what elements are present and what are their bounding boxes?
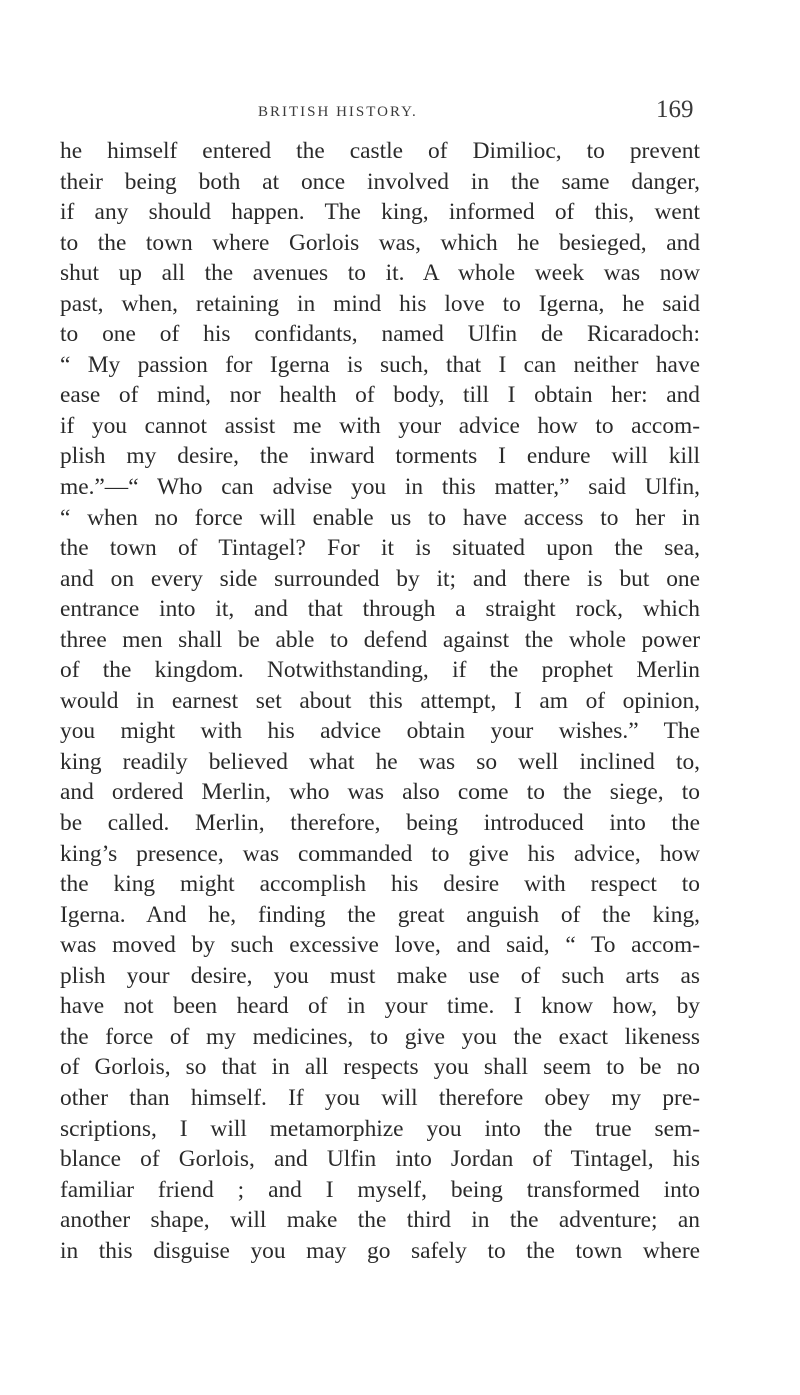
- text-line: “ My passion for Igerna is such, that I can neither have: [60, 351, 700, 378]
- text-line: the force of my medicines, to give you the exact likeness: [60, 1023, 700, 1050]
- text-line: king readily believed what he was so well inclined to,: [60, 748, 700, 775]
- text-line: have not been heard of in your time. I know how, by: [60, 993, 700, 1020]
- text-line: “ when no force will enable us to have access to her in: [60, 504, 700, 531]
- text-line: entrance into it, and that through a straight rock, which: [60, 596, 700, 623]
- running-head: BRITISH HISTORY.: [258, 104, 418, 120]
- text-line: you might with his advice obtain your wishes.” The: [60, 718, 700, 745]
- text-line: the king might accomplish his desire with respect to: [60, 871, 700, 898]
- text-line: and on every side surrounded by it; and there is but one: [60, 565, 700, 592]
- text-line: he himself entered the castle of Dimilioc, to prevent: [60, 138, 700, 164]
- text-line: king’s presence, was commanded to give his advice, how: [60, 840, 700, 867]
- text-line: and ordered Merlin, who was also come to the siege, to: [60, 779, 700, 806]
- text-line: blance of Gorlois, and Ulfin into Jordan of Tintagel, his: [60, 1146, 700, 1173]
- text-line: was moved by such excessive love, and said, “ To accom-: [60, 932, 700, 959]
- text-line: of the kingdom. Notwithstanding, if the prophet Merlin: [60, 657, 700, 684]
- text-line: past, when, retaining in mind his love to Igerna, he said: [60, 290, 700, 317]
- body-text: [60, 136, 700, 1266]
- text-line: to the town where Gorlois was, which he besieged, and: [60, 229, 700, 256]
- text-line: plish your desire, you must make use of such arts as: [60, 962, 700, 989]
- text-line: of Gorlois, so that in all respects you shall seem to be no: [60, 1054, 700, 1081]
- text-line: Igerna. And he, finding the great anguish of the king,: [60, 901, 700, 928]
- text-line: another shape, will make the third in the adventure; an: [60, 1207, 700, 1234]
- text-line: to one of his confidants, named Ulfin de Ricaradoch:: [60, 321, 700, 348]
- text-line: scriptions, I will metamorphize you into the true sem-: [60, 1115, 700, 1142]
- text-line: plish my desire, the inward torments I endure will kill: [60, 443, 700, 470]
- text-line: shut up all the avenues to it. A whole week was now: [60, 260, 700, 287]
- text-line: in this disguise you may go safely to the town where: [60, 1237, 700, 1264]
- text-line: if you cannot assist me with your advice how to accom-: [60, 412, 700, 439]
- text-line: the town of Tintagel? For it is situated upon the sea,: [60, 535, 700, 562]
- text-line: familiar friend ; and I myself, being transformed into: [60, 1176, 700, 1203]
- text-line: be called. Merlin, therefore, being introduced into the: [60, 810, 700, 837]
- page-number: 169: [656, 96, 694, 123]
- text-line: their being both at once involved in the same danger,: [60, 168, 700, 195]
- text-line: if any should happen. The king, informed of this, went: [60, 199, 700, 226]
- text-line: would in earnest set about this attempt, I am of opinion,: [60, 687, 700, 714]
- text-line: three men shall be able to defend against the whole power: [60, 626, 700, 653]
- text-line: me.”—“ Who can advise you in this matter,” said Ulfin,: [60, 474, 700, 501]
- text-line: other than himself. If you will therefore obey my pre-: [60, 1084, 700, 1111]
- text-line: ease of mind, nor health of body, till I obtain her: and: [60, 382, 700, 409]
